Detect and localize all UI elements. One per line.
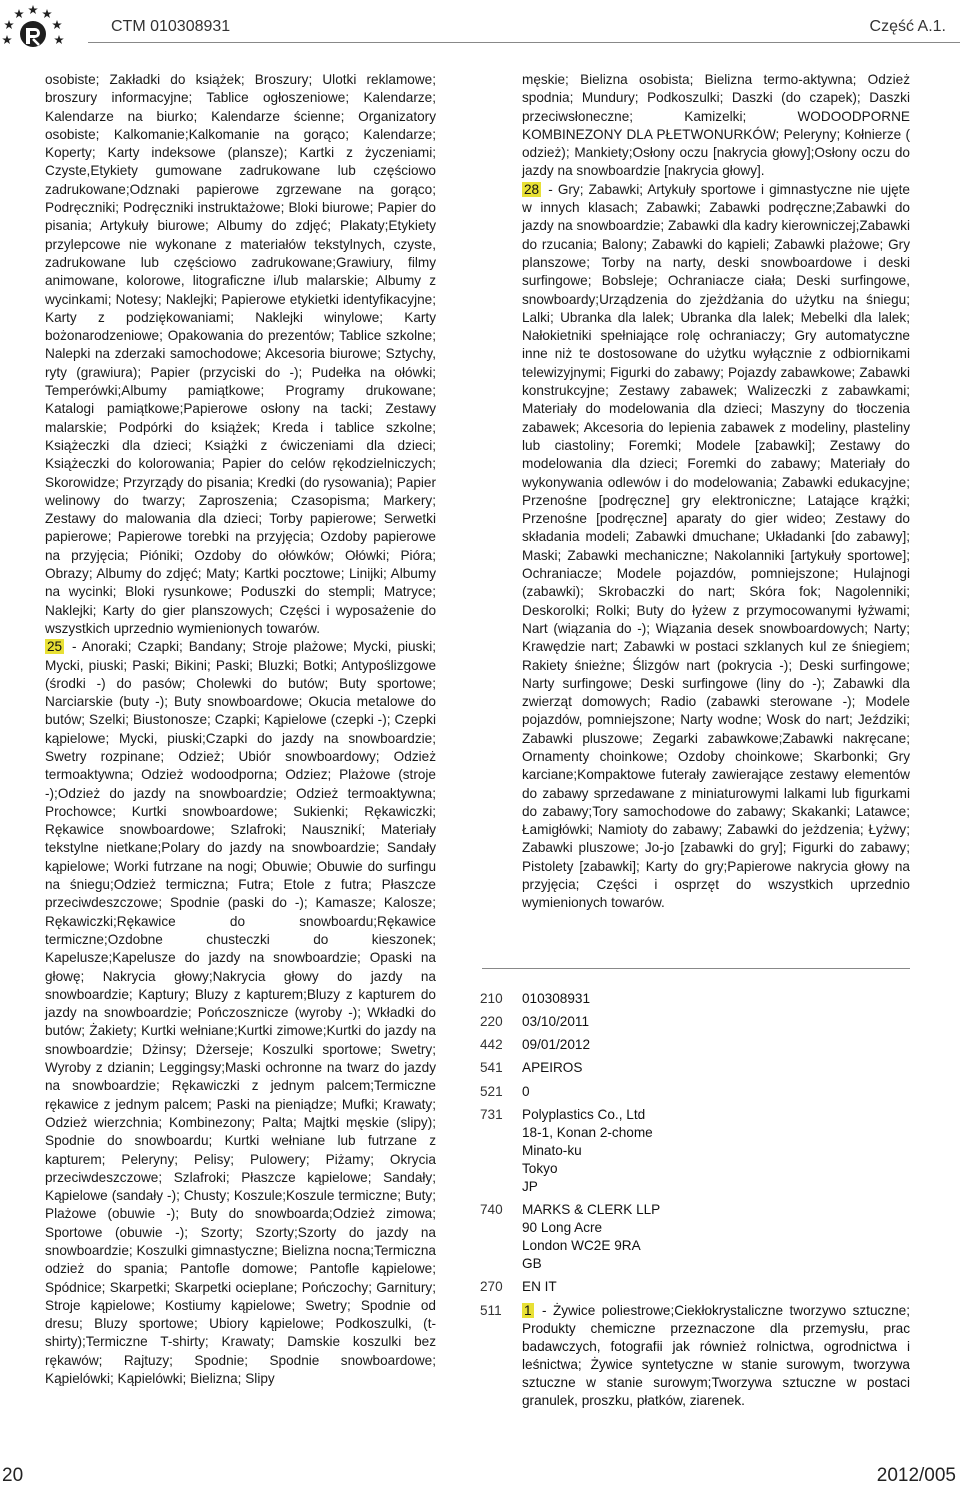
record-code: 740 xyxy=(480,1202,503,1217)
class-16-continued-text: osobiste; Zakładki do książek; Broszury; Ulotki reklamowe; broszury informacyjne; Tablice ogłoszeniowe; Kalendarze; Kalendarze na biurko; Kalendarze ścienne; Organizatory osobiste; Kalkomanie;Kalkomanie na gorąco; Kalendarze; Koperty; Karty indeksowe (plansze); Kartki z życzeniami; Czyste,Etykiety gumowane zadrukowane lub częściowo zadrukowane;Odznaki papierowe zgrzewane na gorąco; Podręczniki; Podręczniki instruktażowe; Bloki biurowe; Papier do pisania; Artykuły biurowe; Albumy do zdjęć; Plakaty;Etykiety przylepcowe nie wykonane z materiałów tekstylnych, czyste, zadrukowane lub częściowo zadrukowane;Grawiury, filmy animowane, kolorowe, litograficzne i/lub malarskie; Albumy z wycinkami; Notesy; Naklejki; Papierowe etykietki identyfikacyjne; Karty z podziękowaniami; Naklejki winylowe; Karty bożonarodzeniowe; Opakowania do prezentów; Tablice szkolne; Nalepki na zderzaki samochodowe; Akcesoria biurowe; Sztychy, ryty (grawiura); Papier (przyciski do -); Pudełka na ołówki; Temperówki;Albumy pamiątkowe; Programy drukowane; Katalogi pamiątkowe;Papierowe osłony na tacki; Zestawy malarskie; Podpórki do książek; Kreda i tablice szkolne; Książeczki dla dzieci; Książki z ćwiczeniami dla dzieci; Książeczki do kolorowania; Papier do celów rękodzielniczych; Skorowidze; Przyrządy do pisania; Kredki (do rysowania); Papier welinowy do twarzy; Zaproszenia; Czasopisma; Markery; Zestawy do malowania dla dzieci; Torby papierowe; Serwetki papierowe; Papierowe torebki na przyjęcia; Ozdoby papierowe na przyjęcia; Pióniki; Ozdoby do ołówków; Ołówki; Pióra; Obrazy; Albumy do zdjęć; Maty; Kartki pocztowe; Linijki; Albumy na wycinki; Bloki rysunkowe; Poduszki do stempli; Matryce; Naklejki; Karty do gier planszowych; Części i wyposażenie do wszystkich uprzednio wymienionych towarów. xyxy=(45,72,436,636)
record-value: 0 xyxy=(522,1084,530,1099)
record-value: 09/01/2012 xyxy=(522,1037,591,1052)
record-code: 541 xyxy=(480,1060,503,1075)
right-column xyxy=(522,71,910,911)
record-separator xyxy=(482,968,910,969)
ohim-logo xyxy=(2,2,64,64)
record-code: 511 xyxy=(480,1303,502,1318)
issue-number: 2012/005 xyxy=(876,1465,956,1486)
record-code: 270 xyxy=(480,1279,503,1294)
class-1-badge: 1 xyxy=(524,1303,532,1318)
representative-name: MARKS & CLERK LLP xyxy=(522,1202,661,1217)
class-25-text: - Anoraki; Czapki; Bandany; Stroje plażowe; Mycki, piuski; Mycki, piuski; Paski; Bikini; Paski; Bluzki; Botki; Antypoślizgowe (środki -) do pasów; Cholewki do butów; Buty sportowe; Narciarskie (buty -); Buty snowboardowe; Okucia metalowe do butów; Szelki; Biustonosze; Czapki; Kąpielowe (czepki -); Czepki kąpielowe; Mycki, piuski;Czapki do jazdy na snowboardzie; Swetry rozpinane; Odzież; Ubiór snowboardowy; Odzież termoaktywna; Odzież wodoodporna; Odziez; Plażowe (stroje -);Odzież do jazdy na snowboardzie; Odzież termoaktywna; Prochowce; Kurtki snowboardowe; Sukienki; Rękawiczki; Rękawice snowboardowe; Szlafroki; Nausznikí; Materiały tekstylne nietkane;Polary do jazdy na snowboardzie; Sandały kąpielowe; Worki futrzane na nogi; Obuwie; Obuwie do surfingu na śniegu;Odzież termiczna; Futra; Etole z futra; Płaszcze przeciwdeszczowe; Spodnie (paski do -); Kamasze; Kalosze; Rękawiczki;Rękawice do snowboardu;Rękawice termiczne;Ozdobne chusteczki do kieszonek; Kapelusze;Kapelusze do jazdy na snowboardzie; Opaski na głowę; Nakrycia głowy;Nakrycia głowy do jazdy na snowboardzie; Kaptury; Bluzy z kapturem;Bluzy z kapturem do jazdy na snowboardzie; Pończosznicze (wyroby -); Wkładki do butów; Żakiety; Kurtki wełniane;Kurtki zimowe;Kurtki do jazdy na snowboardzie; Dżinsy; Dżerseje; Koszulki sportowe; Swetry; Wyroby z dzianin; Leggingsy;Maski ochronne na twarz do jazdy na snowboardzie; Rękawiczki z jednym palcem;Termiczne rękawice z jednym palcem; Paski na pieniądze; Mufki; Krawaty; Odzież wierzchnia; Kombinezony; Palta; Majtki męskie (slipy); Spodnie do snowboardu; Kurtki wełniane lub futrzane z kapturem; Peleryny; Pelisy; Pulowery; Piżamy; Okrycia przeciwdeszczowe; Szlafroki; Płaszcze kąpielowe; Sandały; Kąpielowe (sandały -); Chusty; Koszule;Koszule termiczne; Buty; Plażowe (obuwie -); Buty do snowboarda;Odzież zimowa; Sportowe (obuwie -); Szorty; Szorty;Szorty do jazdy na snowboardzie; Koszulki gimnastyczne; Bielizna nocna;Termiczna odzież do spania; Pantofle domowe; Pantofle kąpielowe; Spódnice; Skarpetki; Skarpetki ocieplane; Pończochy; Garnitury; Stroje kąpielowe; Kostiumy kąpielowe; Swetry; Spodnie od dresu; Bluzy sportowe; Ubiory kąpielowe; Podkoszulki, (t-shirty);Termiczne T-shirty; Krawaty; Damskie koszulki bez rękawów; Rajtuzy; Spodnie; Spodnie snowboardowe; Kąpielówki; Kąpielówki; Bielizna; Slipy xyxy=(45,639,436,1387)
record-code: 521 xyxy=(480,1084,503,1099)
representative-country: GB xyxy=(522,1256,542,1271)
class-25-paragraph xyxy=(45,638,436,1388)
header-rule xyxy=(88,42,960,43)
applicant-country: JP xyxy=(522,1179,538,1194)
applicant-name: Polyplastics Co., Ltd xyxy=(522,1107,646,1122)
applicant-address-line: Minato-ku xyxy=(522,1143,582,1158)
representative-address-line: 90 Long Acre xyxy=(522,1220,603,1235)
class-28-text: - Gry; Zabawki; Artykuły sportowe i gimnastyczne nie ujęte w innych klasach; Zabawki; Zabawki podręczne;Zabawki do jazdy na snowboardzie; Zabawki dla kadry kierowniczej;Zabawki do rzucania; Balony; Zabawki do kąpieli; Zabawki plażowe; Gry planszowe; Torby na narty, deski snowboardowe i deski surfingowe; Bobsleje; Ochraniacze ciała; Deski surfingowe, snowboardy;Urządzenia do zjeżdżania do użytku na śniegu; Lalki; Ubranka dla lalek; Ubranka dla lalek; Mebelki dla lalek; Nałokietniki spełniające rolę ochraniaczy; Gry automatyczne inne niż te dostosowane do użytku wyłącznie z odbiornikami telewizyjnymi; Figurki do zabawy; Pojazdy zabawkowe; Zabawki konstrukcyjne; Zestawy zabawek; Walizeczki z zabawkami; Materiały do modelowania dla dzieci; Maszyny do tłoczenia zabawek; Akcesoria do lepienia zabawek z modeliny, plasteliny lub ciastoliny; Foremki; Modele [zabawki]; Zestawy do modelowania dla dzieci; Foremki do zabawy; Materiały do wykonywania odlewów i do modelowania; Zabawki edukacyjne; Przenośne [podręczne] gry elektroniczne; Latające krążki; Przenośne [podręczne] aparaty do gier wideo; Zestawy do składania modeli; Zabawki dmuchane; Układanki [do zabawy]; Maski; Zabawki mechaniczne; Nakolanniki [artykuły sportowe]; Ochraniacze; Modele pojazdów, pomniejszone; Hulajnogi (zabawki); Skrobaczki do nart; Skóra fok; Nagolenniki; Deskorolki; Rolki; Buty do łyżew z przymocowanymi łyżwami; Nart (wiązania do -); Wiązania desek snowboardowych; Narty; Krawędzie nart; Zabawki w postaci szklanych kul ze śniegiem; Rakiety śnieżne; Ślizgów nart (pokrycia -); Deski surfingowe; Narty surfingowe; Deski surfingowe (liny do -); Zabawki dla zwierząt domowych; Radio (zabawki sterowane -); Modele pojazdów, pomniejszone; Narty wodne; Wosk do nart; Jeździki; Zabawki pluszowe; Zegarki zabawkowe;Zabawki nakręcane; Ornamenty choinkowe; Ozdoby choinkowe; Skarbonki; Gry karciane;Kompaktowe futerały zawierające zestawy elementów do zabawy sprzedawane z miniaturowymi lalkami lub figurkami do zabawy;Tory samochodowe do zabawy; Skakanki; Latawce; Łamigłówki; Namioty do zabawy; Zabawki do jeżdzenia; Łyżwy; Zabawki pluszowe; Jo-jo [zabawki do gry]; Figurki do zabawy; Pistolety [zabawki]; Karty do gry;Papierowe nakrycia głowy na przyjęcia; Części i osprzęt do wszystkich uprzednio wymienionych towarów. xyxy=(522,181,910,911)
record-value: APEIROS xyxy=(522,1060,583,1075)
class-25-continued-text: męskie; Bielizna osobista; Bielizna termo-aktywna; Odzież spodnia; Mundury; Podkoszulki; Daszki (do czapek); Daszki przeciwsłoneczne; Kamizelki; WODOODPORNE KOMBINEZONY DLA PŁETWONURKÓW; Peleryny; Kołnierze ( odzież); Mankiety;Osłony oczu [nakrycia głowy];Osłony oczu do jazdy na snowboardzie [nakrycia głowy]. xyxy=(522,72,910,179)
class-1-text: - Żywice poliestrowe;Ciekłokrystaliczne tworzywo sztuczne; Produkty chemiczne przeznaczone dla przemysłu, prac badawczych, fotografii jak również rolnictwa, ogrodnictwa i leśnictwa; Żywice syntetyczne w stanie surowym, tworzywa sztuczne w stanie surowym;Tworzywa sztuczne w postaci granulek, proszku, płatków, ziarenek. xyxy=(522,1303,910,1408)
left-column xyxy=(45,71,436,1411)
page-number: 20 xyxy=(2,1465,24,1486)
record-code: 220 xyxy=(480,1014,503,1029)
class-28-badge: 28 xyxy=(524,181,540,197)
record-code: 731 xyxy=(480,1107,503,1122)
record-value: 010308931 xyxy=(522,991,591,1006)
representative-address-line: London WC2E 9RA xyxy=(522,1238,641,1253)
applicant-address-line: Tokyo xyxy=(522,1161,558,1176)
document-id: CTM 010308931 xyxy=(111,18,231,35)
applicant-address-line: 18-1, Konan 2-chome xyxy=(522,1125,653,1140)
part-label: Część A.1. xyxy=(869,18,946,35)
record-code: 210 xyxy=(480,991,503,1006)
class-25-badge: 25 xyxy=(47,639,63,655)
class-28-paragraph xyxy=(522,181,910,913)
record-code: 442 xyxy=(480,1037,503,1052)
class-1-paragraph xyxy=(522,1302,910,1410)
record-value: EN IT xyxy=(522,1279,557,1294)
record-value: 03/10/2011 xyxy=(522,1014,590,1029)
